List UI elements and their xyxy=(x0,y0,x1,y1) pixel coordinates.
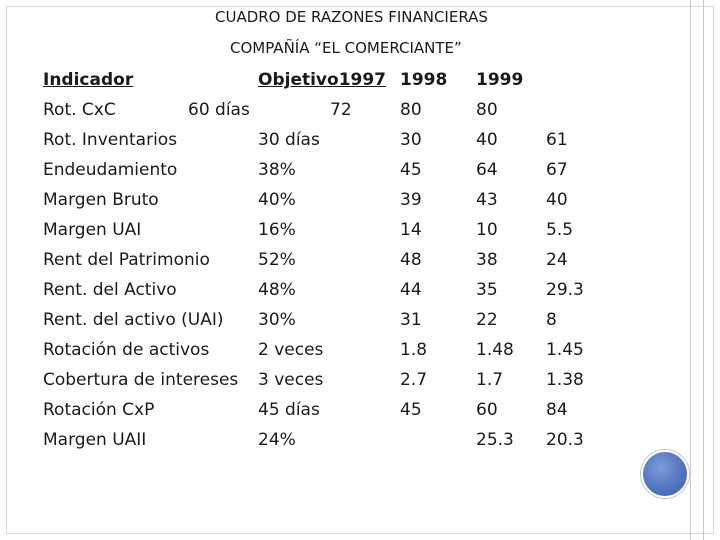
row-value-col3: 24 xyxy=(546,250,568,270)
row-value-col3: 5.5 xyxy=(546,220,574,240)
row-value-col1: 2.7 xyxy=(400,370,428,390)
row-objetivo: 38% xyxy=(258,160,296,180)
row-objetivo: 16% xyxy=(258,220,296,240)
row-value-col2: 1.48 xyxy=(476,340,514,360)
row-value-col1: 39 xyxy=(400,190,422,210)
header-indicador: Indicador xyxy=(43,70,134,90)
row-value-col3: 1.45 xyxy=(546,340,584,360)
row-value-col1: 45 xyxy=(400,160,422,180)
row-value-col2: 60 xyxy=(476,400,498,420)
row-value-col1: 31 xyxy=(400,310,422,330)
row-name: Endeudamiento xyxy=(43,160,178,180)
row-objetivo: 60 días xyxy=(188,100,250,120)
row-objetivo: 2 veces xyxy=(258,340,324,360)
company-name: COMPAÑÍA “EL COMERCIANTE” xyxy=(230,39,462,57)
row-value-col1: 1.8 xyxy=(400,340,428,360)
row-objetivo: 52% xyxy=(258,250,296,270)
row-value-col3: 40 xyxy=(546,190,568,210)
row-value-col2: 22 xyxy=(476,310,498,330)
row-value-col1: 45 xyxy=(400,400,422,420)
row-value-col2: 10 xyxy=(476,220,498,240)
row-value-1998: 80 xyxy=(400,100,422,120)
row-value-col1: 44 xyxy=(400,280,422,300)
row-objetivo: 3 veces xyxy=(258,370,324,390)
row-name: Cobertura de intereses xyxy=(43,370,239,390)
row-name: Rot. CxC xyxy=(43,100,116,120)
header-objetivo1997: Objetivo1997 xyxy=(258,70,387,90)
row-value-1999: 80 xyxy=(476,100,498,120)
row-name: Margen UAII xyxy=(43,430,147,450)
row-objetivo: 30 días xyxy=(258,130,320,150)
row-name: Rent. del Activo xyxy=(43,280,177,300)
row-name: Rent. del activo (UAI) xyxy=(43,310,224,330)
header-1999: 1999 xyxy=(476,70,524,90)
row-name: Margen Bruto xyxy=(43,190,159,210)
row-value-col2: 25.3 xyxy=(476,430,514,450)
row-value-col3: 1.38 xyxy=(546,370,584,390)
row-value-col3: 61 xyxy=(546,130,568,150)
row-objetivo: 30% xyxy=(258,310,296,330)
row-objetivo: 45 días xyxy=(258,400,320,420)
row-value-col3: 84 xyxy=(546,400,568,420)
slide-title: CUADRO DE RAZONES FINANCIERAS xyxy=(215,8,488,26)
row-value-col1: 30 xyxy=(400,130,422,150)
row-value-col2: 64 xyxy=(476,160,498,180)
row-objetivo: 24% xyxy=(258,430,296,450)
decorative-circle xyxy=(641,450,689,498)
row-value-1997: 72 xyxy=(330,100,352,120)
row-value-col3: 8 xyxy=(546,310,557,330)
header-1998: 1998 xyxy=(400,70,448,90)
row-name: Margen UAI xyxy=(43,220,142,240)
row-value-col2: 40 xyxy=(476,130,498,150)
row-value-col2: 38 xyxy=(476,250,498,270)
row-value-col1: 14 xyxy=(400,220,422,240)
row-value-col3: 67 xyxy=(546,160,568,180)
row-name: Rotación de activos xyxy=(43,340,210,360)
row-value-col2: 43 xyxy=(476,190,498,210)
row-name: Rotación CxP xyxy=(43,400,155,420)
row-objetivo: 48% xyxy=(258,280,296,300)
row-value-col2: 35 xyxy=(476,280,498,300)
row-name: Rent del Patrimonio xyxy=(43,250,210,270)
row-value-col3: 20.3 xyxy=(546,430,584,450)
row-value-col2: 1.7 xyxy=(476,370,504,390)
row-value-col1: 48 xyxy=(400,250,422,270)
row-objetivo: 40% xyxy=(258,190,296,210)
row-name: Rot. Inventarios xyxy=(43,130,178,150)
row-value-col3: 29.3 xyxy=(546,280,584,300)
slide-side-rail xyxy=(690,0,704,540)
